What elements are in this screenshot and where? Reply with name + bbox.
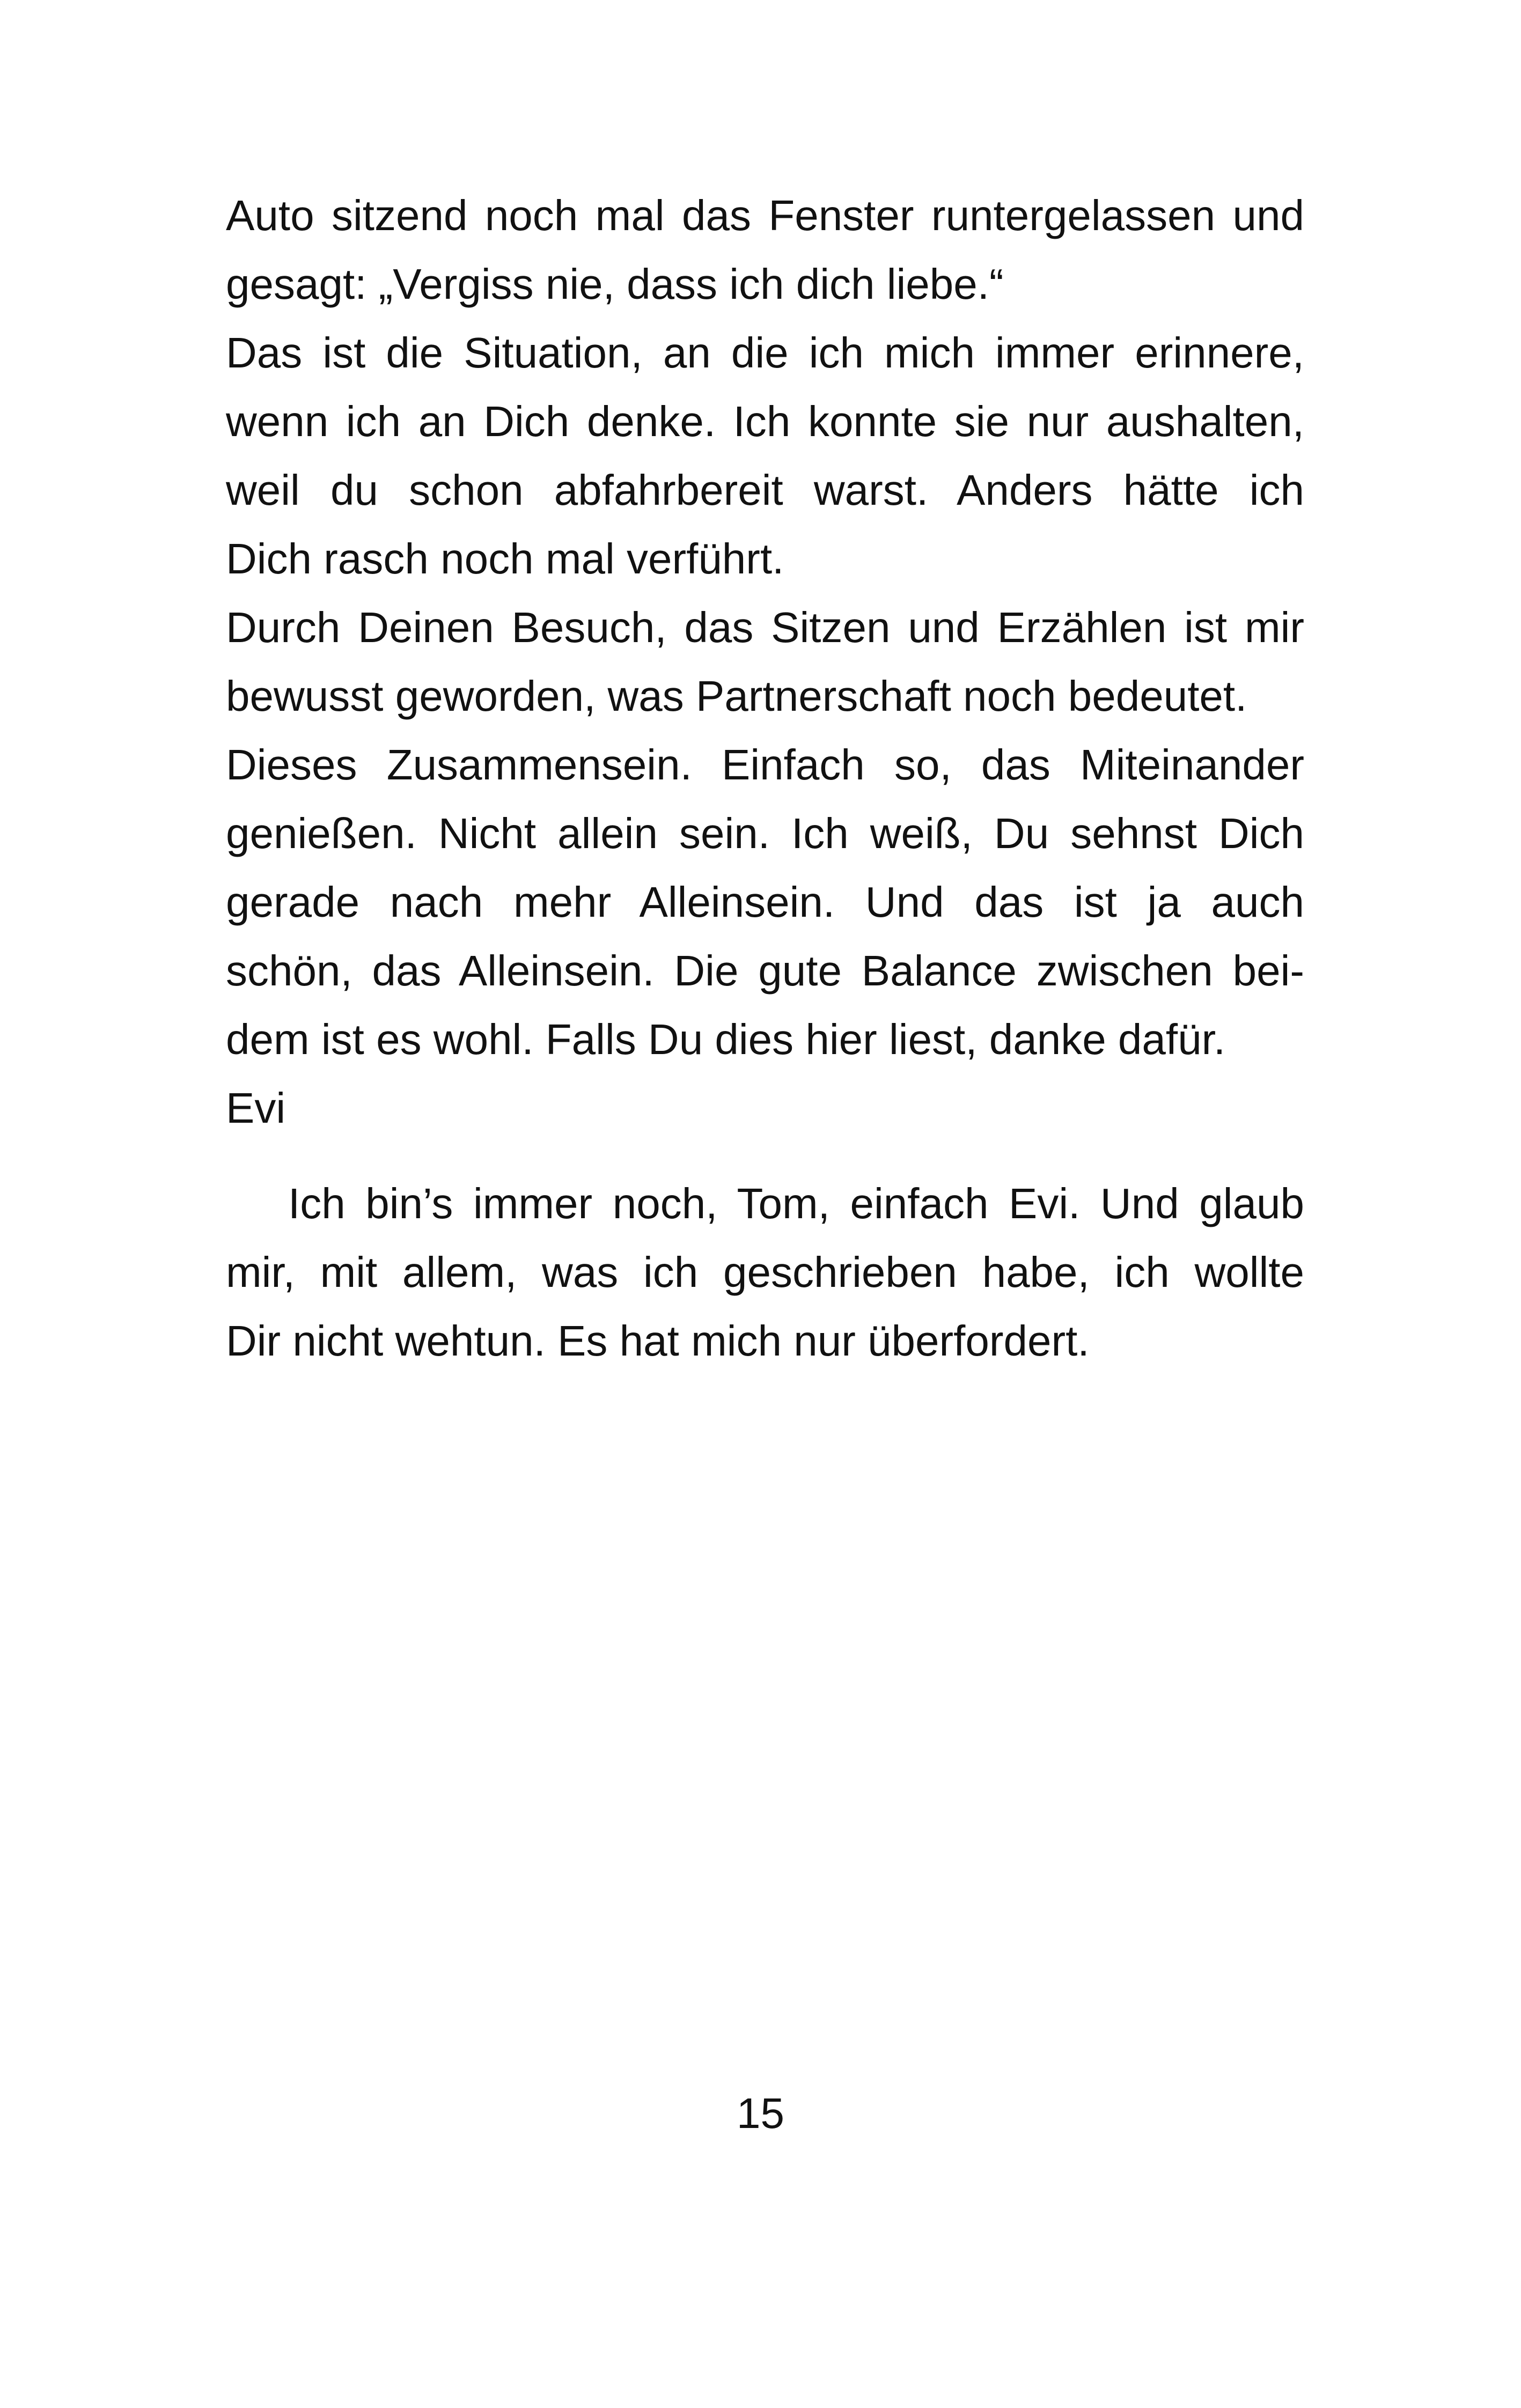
text-line: schön, das Alleinsein. Die gute Balance zwischen bei- — [226, 947, 1304, 995]
text-line: Ich bin’s immer noch, Tom, einfach Evi. Und glaub — [288, 1180, 1304, 1227]
text-line: wenn ich an Dich denke. Ich konnte sie nur aushalten, — [226, 397, 1304, 445]
text-line: Dir nicht wehtun. Es hat mich nur überfordert. — [226, 1317, 1090, 1365]
signature-line: Evi — [226, 1084, 286, 1132]
text-line: bewusst geworden, was Partnerschaft noch bedeutet. — [226, 672, 1247, 720]
page-number: 15 — [737, 2089, 784, 2137]
text-line: Das ist die Situation, an die ich mich immer erinnere, — [226, 329, 1304, 377]
text-line: genießen. Nicht allein sein. Ich weiß, Du sehnst Dich — [226, 809, 1304, 857]
text-line: Dich rasch noch mal verführt. — [226, 535, 784, 583]
text-line: Dieses Zusammensein. Einfach so, das Miteinander — [226, 741, 1304, 789]
text-line: Auto sitzend noch mal das Fenster runtergelassen und — [226, 192, 1304, 239]
text-line: Durch Deinen Besuch, das Sitzen und Erzählen ist mir — [226, 603, 1304, 651]
text-line: mir, mit allem, was ich geschrieben habe, ich wollte — [226, 1248, 1304, 1296]
text-line: gerade nach mehr Alleinsein. Und das ist ja auch — [226, 878, 1304, 926]
paragraph-gap — [226, 1143, 1304, 1169]
text-line: weil du schon abfahrbereit warst. Anders hätte ich — [226, 466, 1304, 514]
body-text — [226, 181, 1304, 1375]
text-line: dem ist es wohl. Falls Du dies hier liest, danke dafür. — [226, 1015, 1226, 1063]
text-line: gesagt: „Vergiss nie, dass ich dich liebe.“ — [226, 260, 1004, 308]
